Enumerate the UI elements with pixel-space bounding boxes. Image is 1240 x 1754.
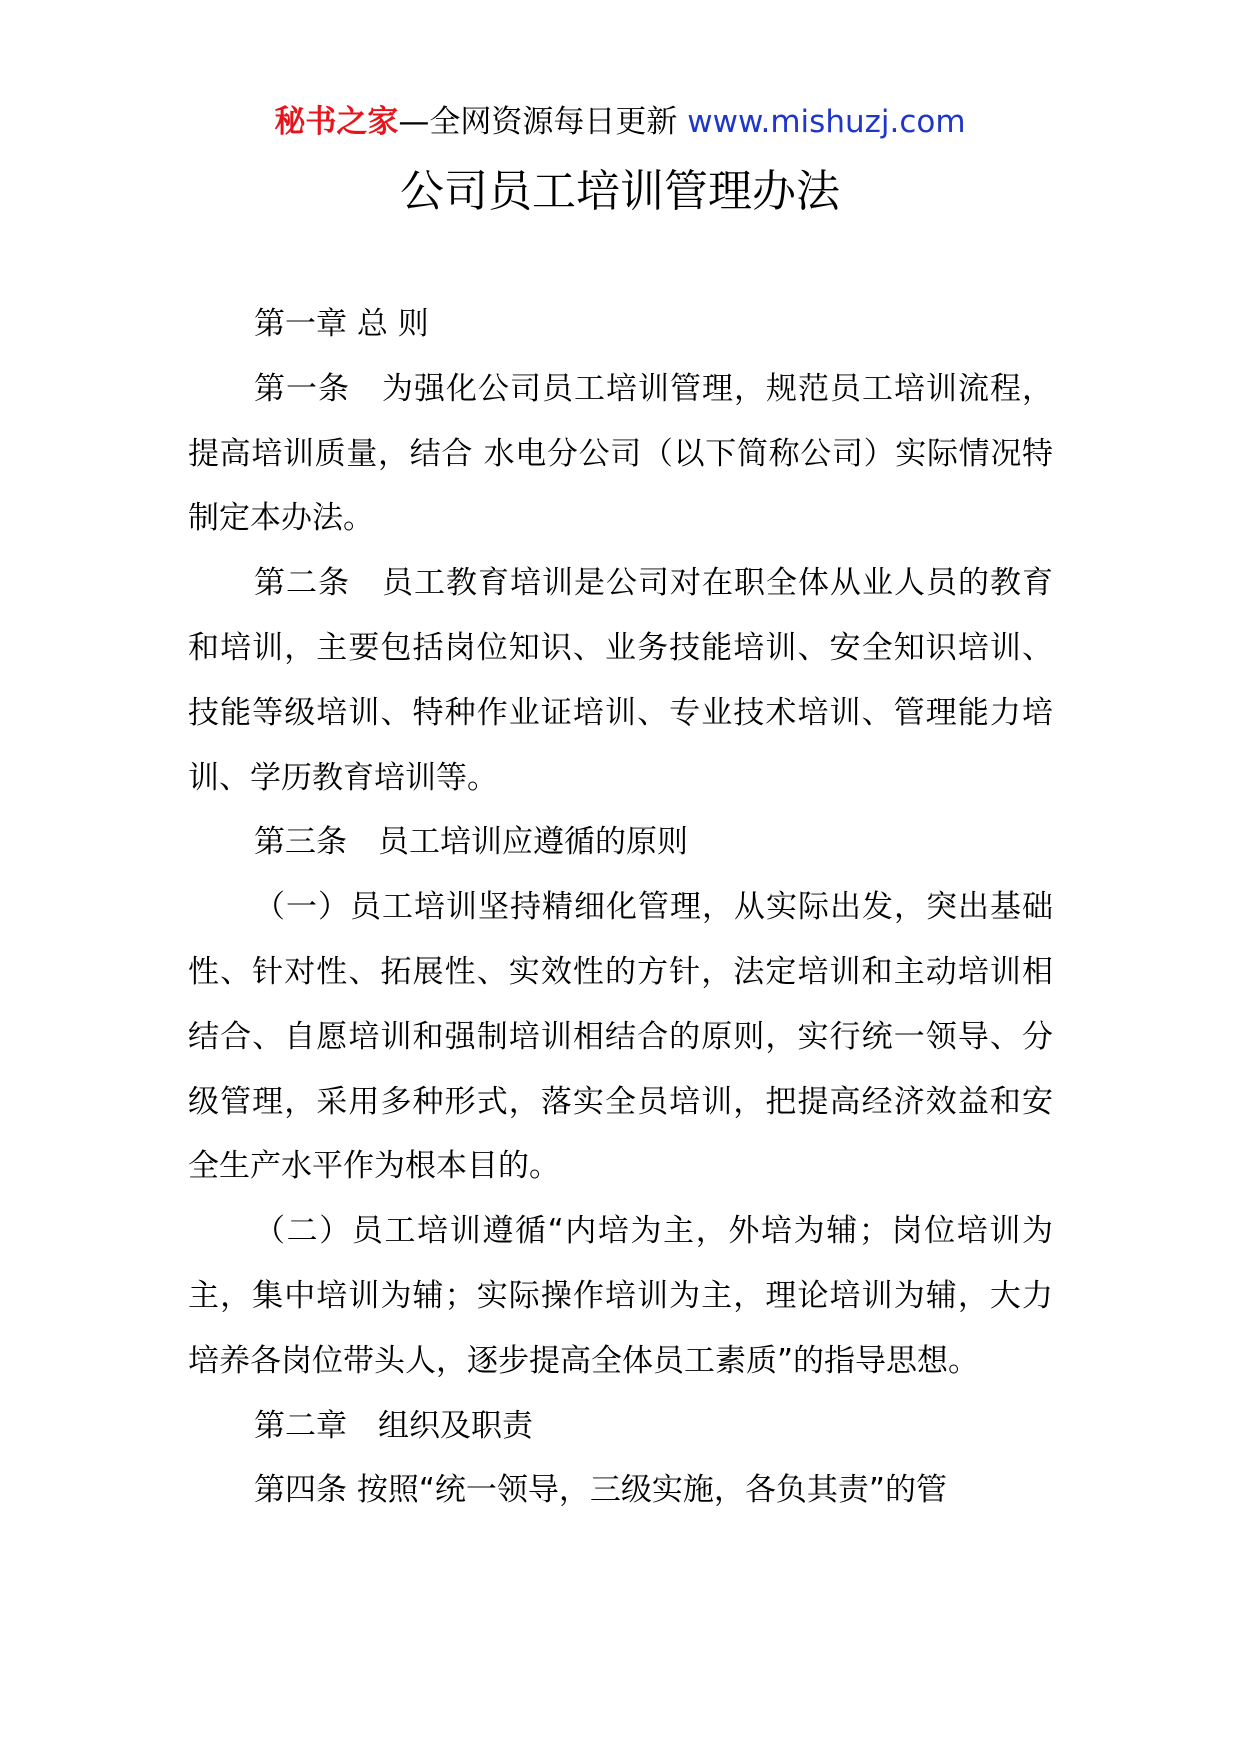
article-3-paragraph: 第三条 员工培训应遵循的原则 bbox=[254, 824, 688, 861]
article-2-paragraph: 第二条 员工教育培训是公司对在职全体从业人员的教育和培训，主要包括岗位知识、业务技能培训、安全知识培训、技能等级培训、特种作业证培训、专业技术培训、管理能力培训、学历教育培训等。 bbox=[188, 565, 1053, 796]
site-banner bbox=[0, 100, 1240, 144]
chapter-2-heading: 第二章 组织及职责 bbox=[254, 1407, 533, 1444]
banner-brand: 秘书之家 bbox=[274, 104, 399, 140]
article-1-paragraph: 第一条 为强化公司员工培训管理，规范员工培训流程，提高培训质量，结合 水电分公司（以下简称公司）实际情况特制定本办法。 bbox=[188, 370, 1053, 537]
principle-1-paragraph: （一）员工培训坚持精细化管理，从实际出发，突出基础性、针对性、拓展性、实效性的方针，法定培训和主动培训相结合、自愿培训和强制培训相结合的原则，实行统一领导、分级管理，采用多种形式，落实全员培训，把提高经济效益和安全生产水平作为根本目的。 bbox=[188, 889, 1053, 1185]
banner-tagline: —全网资源每日更新 bbox=[398, 104, 678, 140]
article-4-paragraph: 第四条 按照“统一领导，三级实施，各负其责”的管 bbox=[254, 1472, 947, 1509]
chapter-1-heading: 第一章 总 则 bbox=[254, 306, 429, 342]
document-title: 公司员工培训管理办法 bbox=[400, 166, 840, 217]
banner-url-link[interactable]: www.mishuzj.com bbox=[687, 104, 966, 140]
principle-2-paragraph: （二）员工培训遵循“内培为主，外培为辅；岗位培训为主，集中培训为辅；实际操作培训为主，理论培训为辅，大力培养各岗位带头人，逐步提高全体员工素质”的指导思想。 bbox=[188, 1213, 1053, 1379]
document-body bbox=[188, 292, 1053, 1523]
